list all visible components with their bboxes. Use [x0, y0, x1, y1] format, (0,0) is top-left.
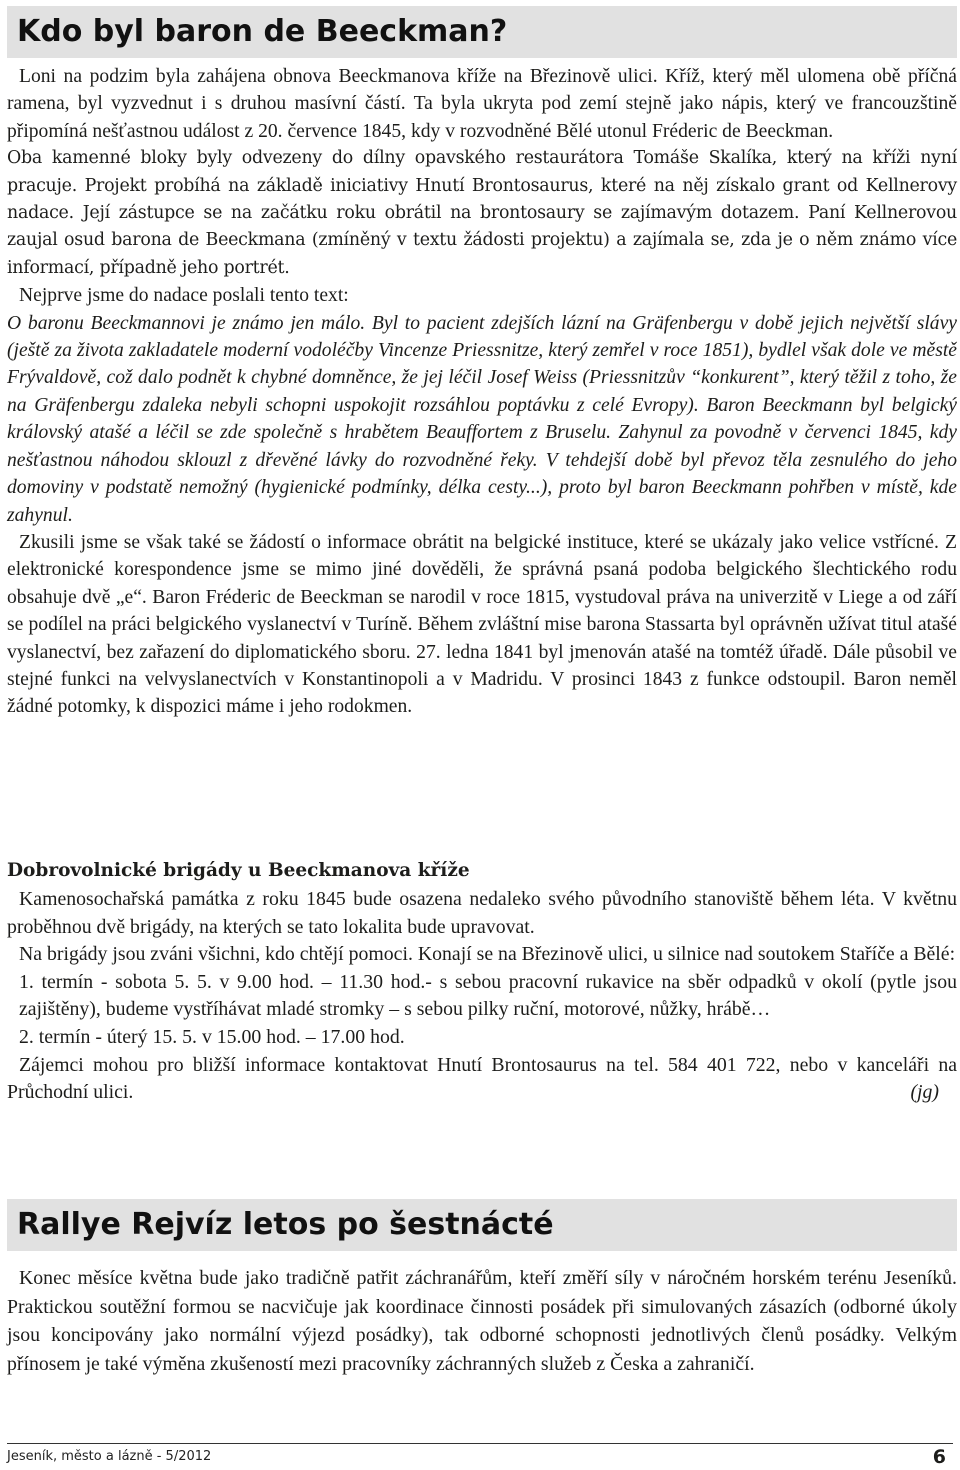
page-number: 6 [932, 1446, 946, 1468]
paragraph-belgian-correspondence: Zkusili jsme se však také se žádostí o informace obrátit na belgické instituce, které se ukázaly jako velice vstřícné. Z elektronické korespondence jsme se mimo jiné dověděli, že správná psaná podoba belgického šlechtického rodu obsahuje dvě „e“. Baron Fréderic de Beeckman se narodil v roce 1815, vystudoval práva na univerzitě v Liege a od září se podílel na práci belgického vyslanectví v Turíně. Během zvláštní mise barona Stassarta byl oprávněn užívat titul atašé vyslanectví, bez zařazení do diplomatického sboru. 27. ledna 1841 byl jmenován atašé na tomtéž úřadě. Dále působil ve stejné funkci na velvyslanectvích v Konstantinopoli a v Madridu. V prosinci 1843 z funkce odstoupil. Baron neměl žádné potomky, k dispozici máme i jeho rodokmen. [7, 531, 957, 718]
paragraph-monument: Kamenosochařská památka z roku 1845 bude osazena nedaleko svého původního stanoviště během léta. V květnu proběhnou dvě brigády, na kterých se tato lokalita bude upravovat. [7, 888, 957, 938]
paragraph-rallye: Konec měsíce května bude jako tradičně patřit záchranářům, kteří změří síly v náročném horském terénu Jeseníků. Praktickou soutěžní formou se nacvičuje jak koordinace činnosti posádek při simulovaných zásazích (odborné úkoly jsou koncipovány jako normální výjezd posádky), tak odborné schopnosti jednotlivých členů posádky. Velkým přínosem je také výměna zkušeností mezi pracovníky záchranných služeb z Česka a zahraničí. [7, 1267, 957, 1375]
paragraph-intro: Loni na podzim byla zahájena obnova Beeckmanova kříže na Březinově ulici. Kříž, který měl ulomena obě příčná ramena, byl vyzvednut i s druhou masívní částí. Ta byla ukryta pod zemí stejně jako nápis, který ve francouzštině připomíná nešťastnou událost z 20. července 1845, kdy v rozvodněné Bělé utonul Fréderic de Beeckman. [7, 66, 957, 142]
paragraph-contact [7, 1052, 957, 1107]
article-body-rallye [7, 1264, 957, 1378]
footer-divider [7, 1443, 953, 1444]
footer-publication: Jeseník, město a lázně - 5/2012 [7, 1449, 212, 1464]
article-body-beeckman [7, 63, 957, 721]
article-title-beeckman: Kdo byl baron de Beeckman? [7, 6, 957, 58]
article-title-rallye: Rallye Rejvíz letos po šestnácté [7, 1199, 957, 1251]
paragraph-restoration: Oba kamenné bloky byly odvezeny do dílny opavského restaurátora Tomáše Skalíka, který na kříži nyní pracuje. Projekt probíhá na základě iniciativy Hnutí Brontosaurus, které na něj získalo grant od Kellnerovy nadace. Její zástupce se na začátku roku obrátil na brontosaury se zajímavým dotazem. Paní Kellnerovou zaujal osud barona de Beeckmana (zmíněný v textu žádosti projektu) a zajímala se, zda je o něm známo více informací, případně jeho portrét. [7, 148, 957, 278]
paragraph-invitation: Na brigády jsou zváni všichni, kdo chtějí pomoci. Konají se na Březinově ulici, u silnice nad soutokem Staříče a Bělé: [19, 943, 956, 966]
section-heading-brigades: Dobrovolnické brigády u Beeckmanova kříže [7, 860, 470, 881]
list-item-term-2: 2. termín - úterý 15. 5. v 15.00 hod. – 17.00 hod. [19, 1025, 405, 1048]
list-item-term-1: 1. termín - sobota 5. 5. v 9.00 hod. – 11.30 hod.- s sebou pracovní rukavice na sběr odpadků v okolí (pytle jsou zajištěny), budeme vystříhávat mladé stromky – s sebou pilky ruční, motorové, nůžky, hrábě… [19, 970, 957, 1021]
author-signature: (jg) [910, 1081, 939, 1104]
section-body-brigades [7, 886, 957, 1107]
paragraph-lead-in: Nejprve jsme do nadace poslali tento text: [19, 285, 349, 307]
contact-text: Zájemci mohou pro bližší informace kontaktovat Hnutí Brontosaurus na tel. 584 401 722, nebo v kanceláři na Průchodní ulici. [7, 1053, 957, 1104]
paragraph-quoted-text: O baronu Beeckmannovi je známo jen málo. Byl to pacient zdejších lázní na Gräfenbergu v době jejich největší slávy (ještě za života zakladatele moderní vodoléčby Vincenze Priessnitze, který zemřel v roce 1851), bydlel však dole ve městě Frývaldově, což dalo podnět k chybné domněnce, že jej léčil Josef Weiss (Priessnitzův “konkurent”, který těžil z toho, že na Gräfenbergu zdaleka nebyli schopni uspokojit rozsáhlou poptávku z celé Evropy). Baron Beeckmann byl belgický královský atašé a léčil se zde společně s hrabětem Beauffortem z Bruselu. Zahynul za povodně v červenci 1845, kdy nešťastnou náhodou sklouzl z dřevěné lávky do rozvodněné řeky. V tehdejší době byl převoz těla zesnulého do jeho domoviny v podstatě nemožný (hygienické podmínky, délka cesty...), proto byl baron Beeckmann pohřben v místě, kde zahynul. [7, 312, 957, 526]
